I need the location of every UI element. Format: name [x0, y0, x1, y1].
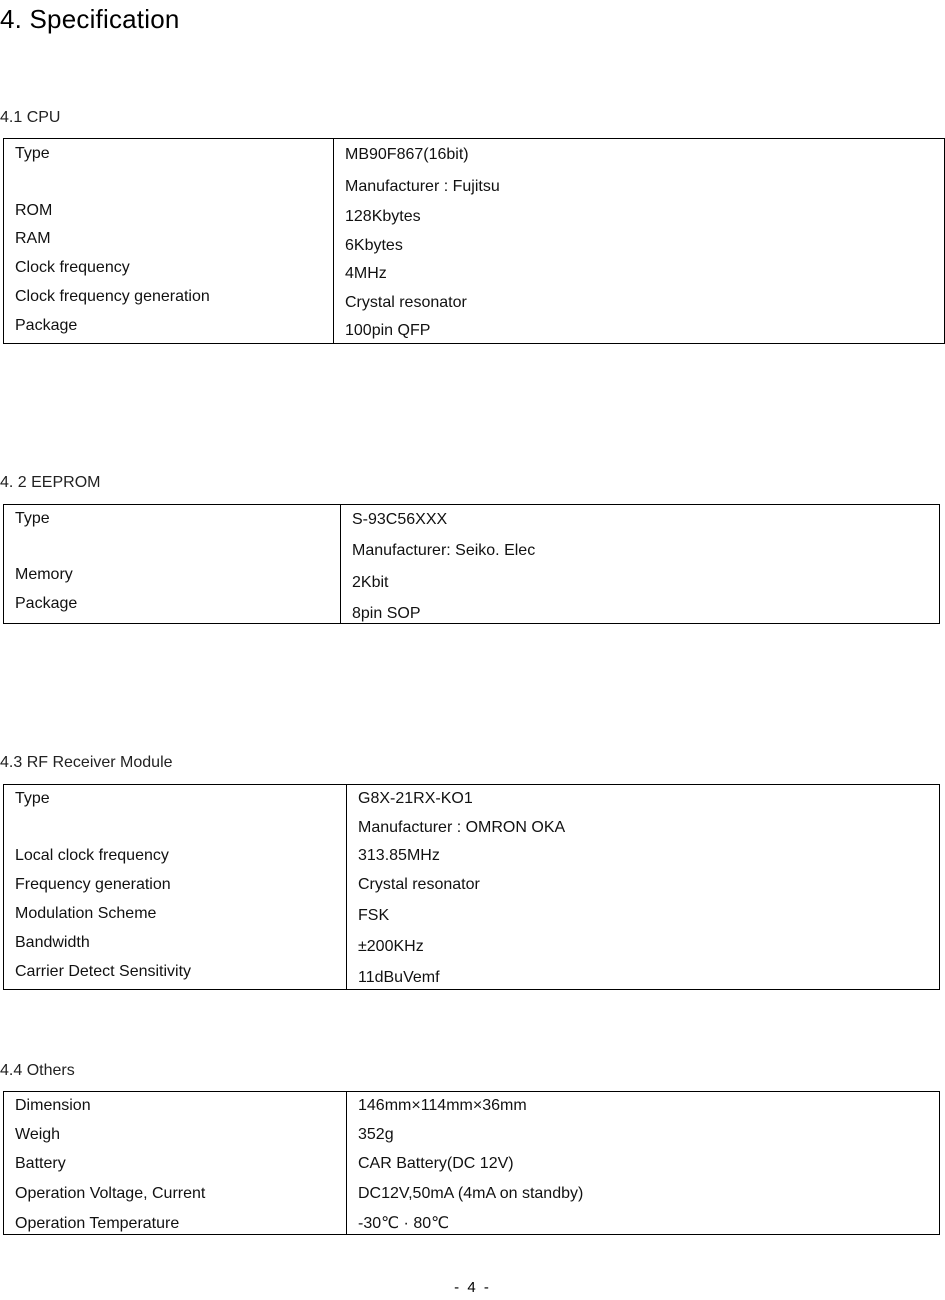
others-label-operation-voltage: Operation Voltage, Current [15, 1185, 206, 1202]
cpu-label-clock-frequency: Clock frequency [15, 259, 130, 276]
rf-value-carrier-detect-sensitivity: 11dBuVemf [358, 969, 440, 986]
others-label-dimension: Dimension [15, 1097, 91, 1114]
rf-label-bandwidth: Bandwidth [15, 934, 90, 951]
others-label-battery: Battery [15, 1155, 66, 1172]
others-value-weigh: 352g [358, 1126, 394, 1143]
rf-value-frequency-generation: Crystal resonator [358, 876, 480, 893]
eeprom-label-memory: Memory [15, 566, 73, 583]
eeprom-section-heading: 4. 2 EEPROM [0, 474, 101, 491]
others-value-battery: CAR Battery(DC 12V) [358, 1155, 514, 1172]
cpu-spec-table [3, 138, 945, 344]
rf-value-local-clock-frequency: 313.85MHz [358, 847, 440, 864]
rf-spec-table [3, 784, 940, 990]
eeprom-value-package: 8pin SOP [352, 605, 421, 622]
cpu-value-type: MB90F867(16bit) [345, 146, 469, 163]
rf-label-frequency-generation: Frequency generation [15, 876, 171, 893]
cpu-section-heading: 4.1 CPU [0, 109, 61, 126]
eeprom-spec-table [3, 504, 940, 624]
others-label-weigh: Weigh [15, 1126, 61, 1143]
cpu-label-rom: ROM [15, 202, 53, 219]
cpu-value-ram: 6Kbytes [345, 237, 403, 254]
others-value-operation-temperature: -30℃ · 80℃ [358, 1215, 450, 1232]
rf-label-carrier-detect-sensitivity: Carrier Detect Sensitivity [15, 963, 192, 980]
others-spec-table [3, 1091, 940, 1235]
eeprom-value-type: S-93C56XXX [352, 511, 448, 528]
cpu-label-package: Package [15, 317, 78, 334]
rf-value-type: G8X-21RX-KO1 [358, 790, 473, 807]
cpu-label-column [4, 139, 334, 343]
rf-label-type: Type [15, 790, 50, 807]
cpu-label-type: Type [15, 145, 50, 162]
rf-value-manufacturer: Manufacturer : OMRON OKA [358, 819, 566, 836]
page-number: - 4 - [454, 1279, 491, 1296]
others-section-heading: 4.4 Others [0, 1062, 75, 1079]
cpu-value-rom: 128Kbytes [345, 208, 421, 225]
rf-section-heading: 4.3 RF Receiver Module [0, 754, 173, 771]
others-value-operation-voltage: DC12V,50mA (4mA on standby) [358, 1185, 584, 1202]
cpu-value-clock-frequency: 4MHz [345, 265, 387, 282]
others-label-operation-temperature: Operation Temperature [15, 1215, 180, 1232]
rf-value-bandwidth: ±200KHz [358, 938, 424, 955]
cpu-value-package: 100pin QFP [345, 322, 431, 339]
rf-label-modulation-scheme: Modulation Scheme [15, 905, 157, 922]
eeprom-value-manufacturer: Manufacturer: Seiko. Elec [352, 542, 536, 559]
eeprom-label-package: Package [15, 595, 78, 612]
eeprom-label-type: Type [15, 510, 50, 527]
others-value-dimension: 146mm×114mm×36mm [358, 1097, 527, 1114]
rf-value-modulation-scheme: FSK [358, 907, 390, 924]
cpu-value-clock-generation: Crystal resonator [345, 294, 467, 311]
cpu-value-manufacturer: Manufacturer : Fujitsu [345, 178, 500, 195]
cpu-label-clock-generation: Clock frequency generation [15, 288, 210, 305]
eeprom-value-memory: 2Kbit [352, 574, 389, 591]
page-title: 4. Specification [0, 4, 180, 34]
rf-label-local-clock-frequency: Local clock frequency [15, 847, 169, 864]
cpu-label-ram: RAM [15, 230, 51, 247]
